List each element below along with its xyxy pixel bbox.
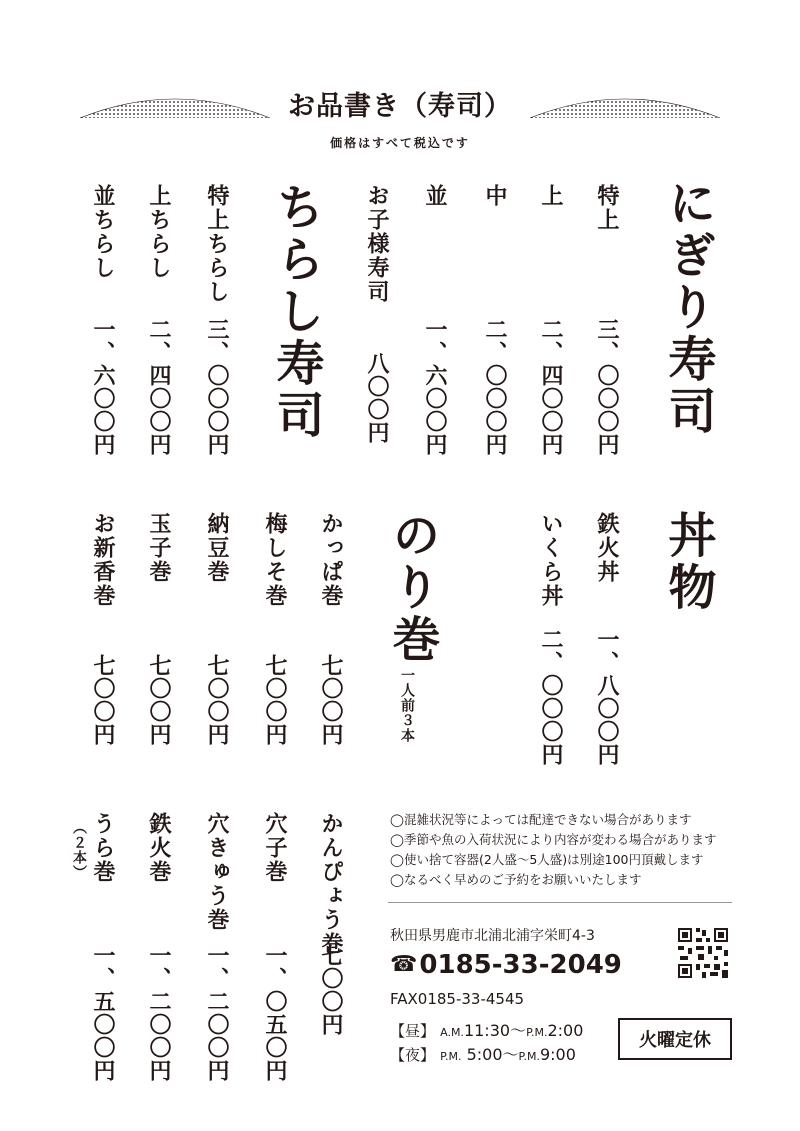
divider	[388, 902, 732, 903]
note-item: ◯使い捨て容器(2人盛〜5人盛)は別途100円頂戴します	[390, 852, 704, 867]
hours-close: 9:00	[539, 1045, 576, 1064]
address: 秋田県男鹿市北浦北浦字栄町4-3	[390, 928, 595, 944]
hours-ampm: P.M.	[518, 1050, 540, 1063]
section-title-chirashi: ちらし寿司	[268, 182, 324, 442]
menu-item-price: 七〇〇円	[318, 944, 344, 1036]
menu-item-note: （２本）	[71, 820, 87, 880]
menu-item-price: 一、二〇〇円	[204, 944, 230, 1082]
menu-item-price: 一、二〇〇円	[146, 944, 172, 1082]
hours-open: 11:30	[463, 1021, 511, 1040]
menu-item-price: 七〇〇円	[146, 654, 172, 746]
menu-item-name: 並ちらし	[90, 184, 116, 280]
page-title: お品書き（寿司）	[288, 91, 512, 122]
menu-item-price: 一、八〇〇円	[594, 628, 620, 766]
menu-item-name: 並	[422, 184, 448, 208]
hours-sep: 〜	[502, 1045, 519, 1064]
menu-item-price: 七〇〇円	[262, 654, 288, 746]
hours-open: 5:00	[461, 1045, 503, 1064]
menu-item-price: 二、四〇〇円	[538, 318, 564, 456]
menu-item-name: 梅しそ巻	[262, 512, 288, 608]
hours-lunch	[390, 1018, 583, 1041]
menu-item-name: 中	[482, 184, 508, 208]
hours-ampm: P.M.	[440, 1050, 462, 1063]
menu-item-name: 納豆巻	[204, 512, 230, 584]
menu-item-price: 二、〇〇〇円	[482, 318, 508, 456]
menu-item-name: お新香巻	[90, 512, 116, 608]
note-item: ◯なるべく早めのご予約をお願いいたします	[390, 872, 642, 887]
seigaiha-wave-icon	[530, 88, 720, 118]
menu-item-name: 特上	[594, 184, 620, 232]
hours-ampm: P.M.	[526, 1026, 548, 1039]
qr-code-icon[interactable]	[676, 926, 730, 980]
hours-label: 【昼】	[390, 1022, 436, 1040]
menu-item-name: うら巻	[90, 812, 116, 884]
phone-number-text: 0185-33-2049	[419, 950, 622, 980]
phone-icon: ☎	[390, 952, 418, 977]
menu-item-price: 一、五〇〇円	[90, 944, 116, 1082]
menu-item-price: 三、〇〇〇円	[594, 318, 620, 456]
hours-sep: 〜	[510, 1021, 527, 1040]
menu-item-price: 八〇〇円	[364, 352, 390, 444]
menu-item-name: 上ちらし	[146, 184, 172, 280]
section-title-norimaki: のり巻	[384, 510, 440, 666]
notes-list	[390, 810, 750, 890]
menu-item-price: 三、〇〇〇円	[204, 318, 230, 456]
hours-ampm: A.M.	[440, 1026, 464, 1039]
menu-item-name: お子様寿司	[364, 184, 390, 304]
section-title-donburi: 丼物	[660, 510, 716, 614]
menu-item-name: かんぴょう巻	[318, 812, 344, 956]
seigaiha-wave-icon	[80, 88, 270, 118]
hours-dinner	[390, 1042, 576, 1065]
menu-item-name: 上	[538, 184, 564, 208]
menu-item-name: 鉄火巻	[146, 812, 172, 884]
menu-item-name: 特上ちらし	[204, 184, 230, 304]
menu-item-name: 穴きゅう巻	[204, 812, 230, 932]
note-item: ◯混雑状況等によっては配達できない場合があります	[390, 812, 692, 827]
hours-close: 2:00	[547, 1021, 584, 1040]
menu-item-price: 一、〇五〇円	[262, 944, 288, 1082]
menu-item-name: 穴子巻	[262, 812, 288, 884]
closed-day-badge: 火曜定休	[618, 1018, 732, 1060]
menu-item-name: 鉄火丼	[594, 512, 620, 584]
header	[80, 84, 720, 124]
menu-item-name: いくら丼	[538, 512, 564, 608]
section-title-nigiri: にぎり寿司	[660, 178, 716, 438]
menu-item-name: かっぱ巻	[318, 512, 344, 608]
menu-item-price: 一、六〇〇円	[90, 318, 116, 456]
menu-item-price: 二、四〇〇円	[146, 318, 172, 456]
hours-label: 【夜】	[390, 1046, 436, 1064]
norimaki-subtitle: 一人前３本	[399, 668, 415, 743]
phone-number[interactable]	[390, 950, 622, 980]
menu-item-price: 七〇〇円	[90, 654, 116, 746]
menu-item-price: 七〇〇円	[318, 654, 344, 746]
fax-number: FAX0185-33-4545	[390, 990, 525, 1008]
menu-item-price: 一、六〇〇円	[422, 318, 448, 456]
menu-item-name: 玉子巻	[146, 512, 172, 584]
tax-note: 価格はすべて税込です	[330, 136, 470, 150]
menu-item-price: 七〇〇円	[204, 654, 230, 746]
note-item: ◯季節や魚の入荷状況により内容が変わる場合があります	[390, 832, 717, 847]
menu-item-price: 二、〇〇〇円	[538, 628, 564, 766]
